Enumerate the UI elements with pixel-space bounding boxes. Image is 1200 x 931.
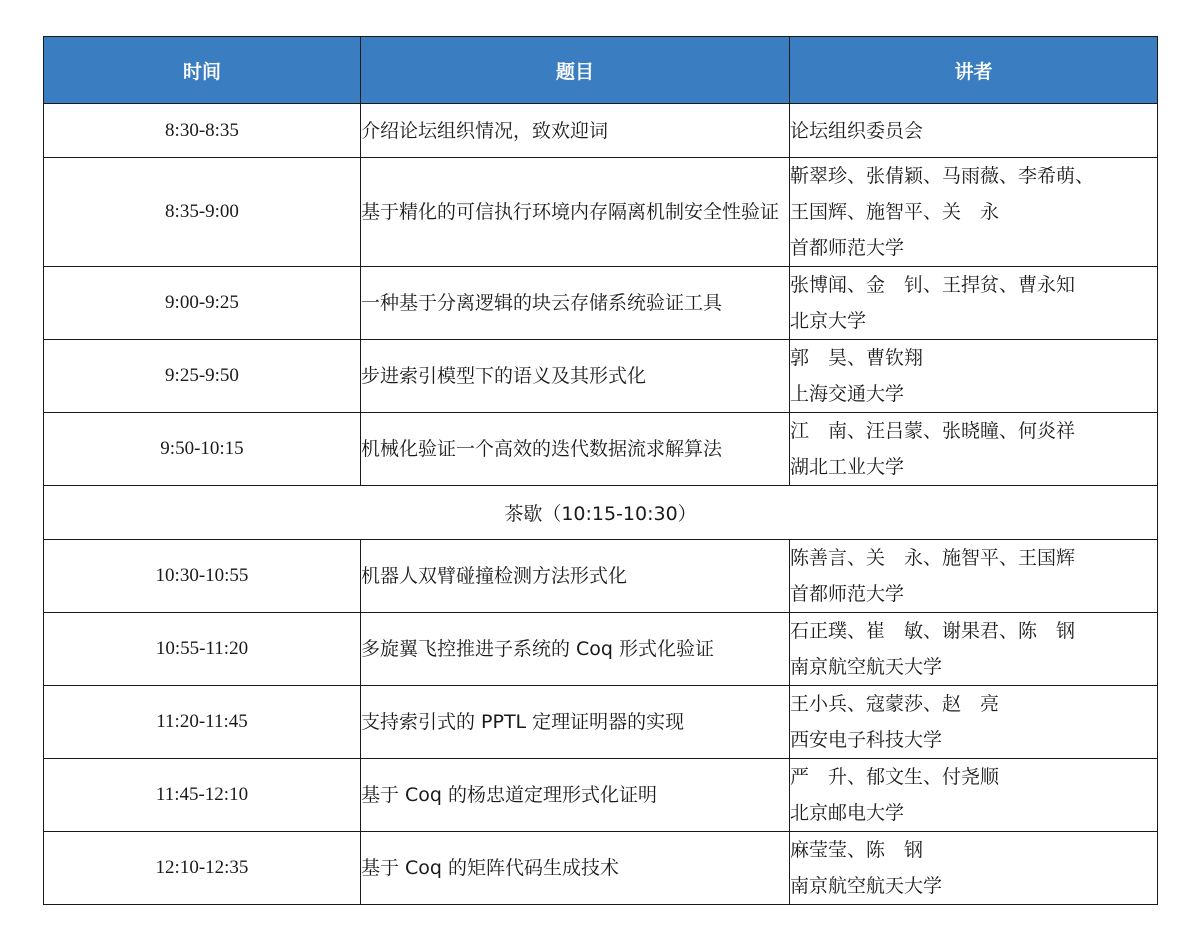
time-cell: 10:55-11:20: [44, 613, 361, 686]
speaker-names: 王小兵、寇蒙莎、赵 亮: [790, 693, 1000, 715]
time-cell: 9:25-9:50: [44, 340, 361, 413]
topic-cell: 基于精化的可信执行环境内存隔离机制安全性验证: [361, 158, 790, 267]
time-cell: 11:20-11:45: [44, 686, 361, 759]
header-topic: 题目: [361, 37, 790, 104]
topic-cell: 步进索引模型下的语义及其形式化: [361, 340, 790, 413]
time-cell: 11:45-12:10: [44, 759, 361, 832]
speaker-names: 陈善言、关 永、施智平、王国辉: [790, 547, 1076, 569]
speaker-affiliation: 北京大学: [790, 310, 867, 332]
header-time: 时间: [44, 37, 361, 104]
table-row: [44, 759, 1158, 832]
speaker-affiliation: 首都师范大学: [790, 237, 905, 259]
table-row: [44, 340, 1158, 413]
speaker-cell: [790, 613, 1158, 686]
table-row: [44, 267, 1158, 340]
speaker-affiliation: 南京航空航天大学: [790, 875, 943, 897]
time-cell: 9:50-10:15: [44, 413, 361, 486]
table-header-row: [44, 37, 1158, 104]
speaker-affiliation: 湖北工业大学: [790, 456, 905, 478]
speaker-names: 麻莹莹、陈 钢: [790, 839, 924, 861]
speaker-cell: [790, 158, 1158, 267]
topic-cell: 一种基于分离逻辑的块云存储系统验证工具: [361, 267, 790, 340]
header-speaker: 讲者: [790, 37, 1158, 104]
speaker-names: 郭 昊、曹钦翔: [790, 347, 924, 369]
tea-break-cell: 茶歇（10:15-10:30）: [44, 486, 1158, 540]
speaker-cell: [790, 832, 1158, 905]
topic-cell: 支持索引式的 PPTL 定理证明器的实现: [361, 686, 790, 759]
speaker-cell: [790, 104, 1158, 158]
time-cell: 8:30-8:35: [44, 104, 361, 158]
table-row: [44, 686, 1158, 759]
speaker-names-continued: 王国辉、施智平、关 永: [790, 201, 1000, 223]
topic-cell: 基于 Coq 的杨忠道定理形式化证明: [361, 759, 790, 832]
table-row: [44, 613, 1158, 686]
time-cell: 8:35-9:00: [44, 158, 361, 267]
speaker-affiliation: 西安电子科技大学: [790, 729, 943, 751]
topic-cell: 多旋翼飞控推进子系统的 Coq 形式化验证: [361, 613, 790, 686]
speaker-affiliation: 上海交通大学: [790, 383, 905, 405]
table-row: [44, 104, 1158, 158]
speaker-names: 张博闻、金 钊、王捍贫、曹永知: [790, 274, 1076, 296]
speaker-names: 论坛组织委员会: [790, 119, 924, 142]
schedule-table: [43, 36, 1158, 905]
speaker-names: 靳翠珍、张倩颖、马雨薇、李希萌、: [790, 165, 1095, 187]
speaker-affiliation: 首都师范大学: [790, 583, 905, 605]
speaker-names: 严 升、郁文生、付尧顺: [790, 766, 1000, 788]
table-row: [44, 413, 1158, 486]
table-row: [44, 540, 1158, 613]
speaker-names: 石正璞、崔 敏、谢果君、陈 钢: [790, 620, 1076, 642]
table-row: [44, 832, 1158, 905]
speaker-cell: [790, 540, 1158, 613]
topic-cell: 机械化验证一个高效的迭代数据流求解算法: [361, 413, 790, 486]
speaker-cell: [790, 759, 1158, 832]
topic-cell: 介绍论坛组织情况，致欢迎词: [361, 104, 790, 158]
speaker-cell: [790, 413, 1158, 486]
topic-cell: 机器人双臂碰撞检测方法形式化: [361, 540, 790, 613]
speaker-affiliation: 北京邮电大学: [790, 802, 905, 824]
speaker-cell: [790, 340, 1158, 413]
break-row: [44, 486, 1158, 540]
speaker-affiliation: 南京航空航天大学: [790, 656, 943, 678]
topic-cell: 基于 Coq 的矩阵代码生成技术: [361, 832, 790, 905]
table-row: [44, 158, 1158, 267]
speaker-cell: [790, 267, 1158, 340]
time-cell: 12:10-12:35: [44, 832, 361, 905]
time-cell: 9:00-9:25: [44, 267, 361, 340]
time-cell: 10:30-10:55: [44, 540, 361, 613]
speaker-cell: [790, 686, 1158, 759]
speaker-names: 江 南、汪吕蒙、张晓瞳、何炎祥: [790, 420, 1076, 442]
